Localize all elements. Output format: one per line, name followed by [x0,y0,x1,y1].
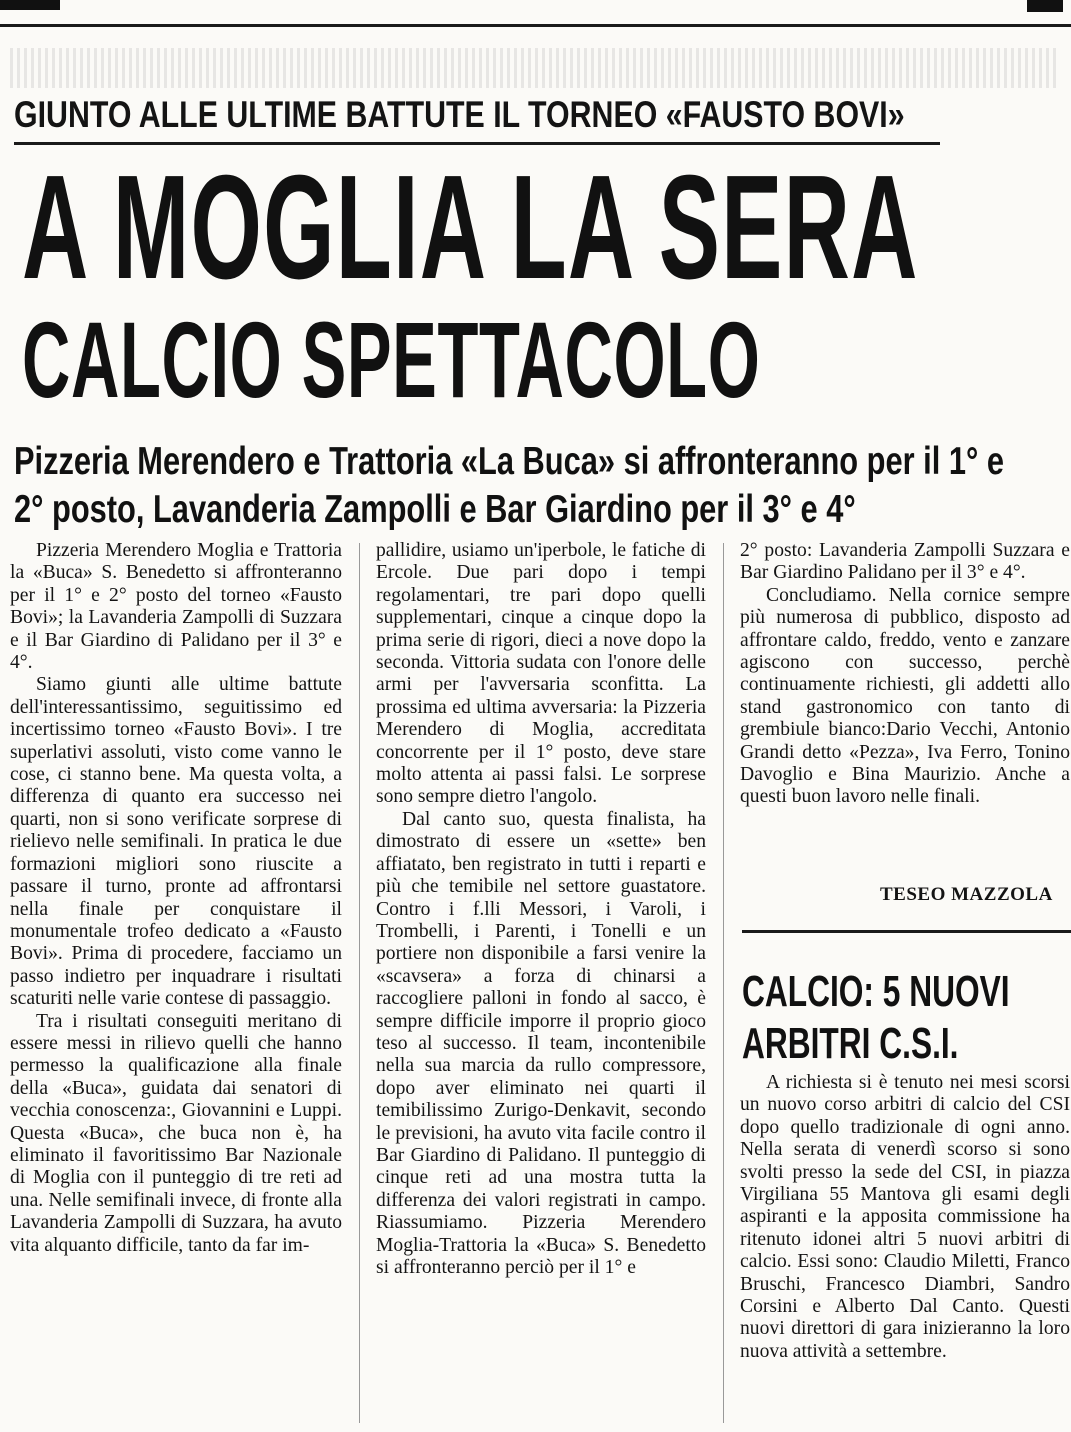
bleed-through-texture [10,48,1060,88]
deck-line1: Pizzeria Merendero e Trattoria «La Buca» si affronteranno per il 1° e [14,440,1005,483]
main-headline-line1: A MOGLIA LA SERA [22,145,919,310]
sidebar-headline [742,966,1044,1070]
deck-subheadline [14,438,1041,534]
main-headline-line2: CALCIO SPETTACOLO [22,299,761,420]
paragraph: A richiesta si è tenuto nei mesi scorsi un nuovo corso arbitri di calcio del CSI dopo quello tradizionale di ogni anno. Nella serata di venerdì scorso si sono svolti presso la sede del CSI, in piazza Virgiliana 55 Mantova gli esami degli aspiranti e la apposita commissione ha ritenuto idonei altri 5 nuovi arbitri di calcio. Essi sono: Claudio Miletti, Franco Bruschi, Francesco Diambri, Sandro Corsini e Alberto Dal Canto. Questi nuovi direttori di gara inizieranno la loro nuova attività a settembre. [740,1072,1070,1362]
sidebar-top-rule [742,930,1071,933]
sidebar-article-body [740,1072,1070,1363]
author-signature: TESEO MAZZOLA [880,884,1053,905]
column-divider [359,543,360,1423]
paragraph: Pizzeria Merendero Moglia e Trattoria la «Buca» S. Benedetto si affronteranno per il 1° e 2° posto del torneo «Fausto Bovi»; la Lavanderia Zampolli di Suzzara e il Bar Giardino di Palidano per il 3° e 4°. [10,540,342,674]
column-divider [723,543,724,1423]
deck-line2: 2° posto, Lavanderia Zampolli e Bar Giardino per il 3° e 4° [14,488,856,531]
page-header-strip [0,0,1071,14]
section-tab-left [0,0,60,10]
article-column-1 [10,540,342,1257]
article-column-3 [740,540,1070,809]
paragraph: Siamo giunti alle ultime battute dell'interessantissimo, seguitissimo ed incertissimo torneo «Fausto Bovi». I tre superlativi assoluti, visto come vanno le cose, ci stanno bene. Ma questa volta, a differenza di quanto era successo nei quarti, non si sono verificate sorprese di rielievo nelle semifinali. In pratica le due formazioni migliori sono riuscite a passare il turno, pronte ad affrontarsi nella finale per conquistare il monumentale trofeo dedicato a «Fausto Bovi». Prima di procedere, facciamo un passo indietro per inquadrare i risultati scaturiti nelle varie contese di passaggio. [10,674,342,1010]
top-rule [0,24,1071,27]
paragraph: pallidire, usiamo un'iperbole, le fatiche di Ercole. Due pari dopo i tempi regolamentari, tre pari dopo quelli supplementari, cinque a cinque dopo la prima serie di rigori, dieci a nove dopo la seconda. Vittoria sudata con l'onore delle armi per l'avversaria sconfitta. La prossima ed ultima avversaria: la Pizzeria Merendero di Moglia, accreditata concorrente per il 1° posto, deve stare molto attenta ai passi falsi. Le sorprese sono sempre dietro l'angolo. [376,540,706,808]
page-number-mark [1027,0,1063,12]
paragraph: 2° posto: Lavanderia Zampolli Suzzara e Bar Giardino Palidano per il 3° e 4°. [740,540,1070,584]
kicker-headline: GIUNTO ALLE ULTIME BATTUTE IL TORNEO «FAUSTO BOVI» [14,94,905,135]
sidebar-headline-line1: CALCIO: 5 NUOVI [742,967,1010,1016]
sidebar-headline-line2: ARBITRI C.S.I. [742,1019,959,1068]
paragraph: Dal canto suo, questa finalista, ha dimostrato di essere un «sette» ben affiatato, ben registrato in tutti i reparti e più che temibile nel settore guastatore. Contro i f.lli Messori, i Varoli, i Trombelli, i Parenti, i Tonelli e un portiere non disponibile a farsi venire la «scavsera» a forza di chinarsi a raccogliere palloni in fondo al sacco, è sempre difficile imporre il proprio gioco teso al successo. Il team, incontenibile nella sua marcia da rullo compressore, dopo aver eliminato nei quarti il temibilissimo Zurigo-Denkavit, secondo le previsioni, ha avuto vita facile contro il Bar Giardino di Palidano. Il punteggio di cinque reti ad una mostra tutta la differenza dei valori registrati in campo. Riassumiamo. Pizzeria Merendero Moglia-Trattoria la «Buca» S. Benedetto si affronteranno perciò per il 1° e [376,808,706,1278]
paragraph: Concludiamo. Nella cornice sempre più numerosa di pubblico, disposto ad affrontare caldo, freddo, vento e zanzare agiscono con successo, perchè continuamente richiesti, gli addetti allo stand gastronomico con tanto di grembiule bianco:Dario Vecchi, Antonio Grandi detto «Pezza», Iva Ferro, Tonino Davoglio e Bina Maurizio. Anche a questi buon lavoro nelle finali. [740,584,1070,808]
paragraph: Tra i risultati conseguiti meritano di essere messi in rilievo quelli che hanno permesso la qualificazione alla finale della «Buca», guidata dai senatori di vecchia conoscenza:, Giovannini e Luppi. Questa «Buca», che buca non è, ha eliminato il favoritissimo Bar Nazionale di Moglia con il punteggio di tre reti ad una. Nelle semifinali invece, di fronte alla Lavanderia Zampolli di Suzzara, ha avuto vita alquanto difficile, tanto da far im- [10,1010,342,1256]
article-column-2 [376,540,706,1279]
